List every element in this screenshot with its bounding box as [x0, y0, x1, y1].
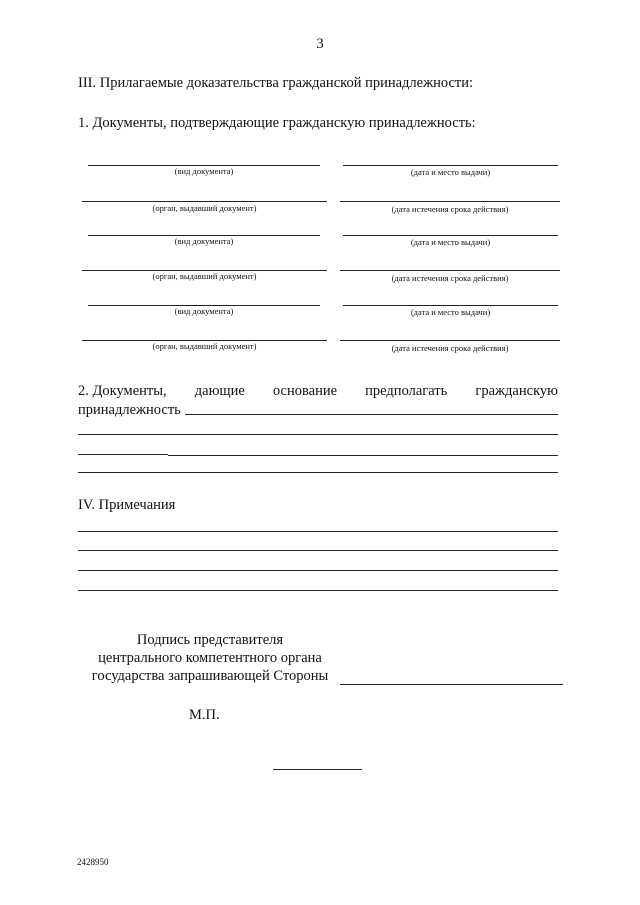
doc-type-caption-2: (вид документа) [174, 236, 234, 246]
section-4-title: IV. Примечания [78, 497, 176, 513]
signature-label [70, 631, 350, 685]
expiry-caption-3: (дата истечения срока действия) [391, 343, 509, 353]
notes-line-1 [78, 531, 558, 532]
issue-line-2 [343, 235, 558, 236]
stamp-placeholder: М.П. [189, 707, 220, 723]
item-2-word-5: гражданскую [475, 383, 558, 399]
signature-label-line-3: государства запрашивающей Стороны [91, 668, 329, 684]
expiry-line-1 [340, 201, 560, 202]
item-1-heading: 1. Документы, подтверждающие гражданскую принадлежность: [78, 115, 476, 131]
item-2-fill-line-4 [78, 472, 558, 473]
item-2-fill-line-3a [78, 454, 168, 455]
signature-label-line-1: Подпись представителя [136, 632, 284, 648]
expiry-caption-2: (дата истечения срока действия) [391, 273, 509, 283]
item-2-continuation: принадлежность [78, 402, 181, 418]
issue-caption-2: (дата и место выдачи) [410, 237, 491, 247]
item-2-word-2: дающие [194, 383, 245, 399]
signature-line [340, 684, 563, 685]
authority-line-1 [82, 201, 327, 202]
expiry-line-2 [340, 270, 560, 271]
authority-caption-1: (орган, выдавший документ) [152, 203, 257, 213]
notes-line-3 [78, 570, 558, 571]
item-2-heading [78, 383, 558, 400]
item-2-fill-line-1 [185, 414, 558, 415]
issue-caption-1: (дата и место выдачи) [410, 167, 491, 177]
signature-label-line-2: центрального компетентного органа [98, 650, 322, 666]
end-separator [273, 769, 362, 770]
expiry-line-3 [340, 340, 560, 341]
doc-type-caption-3: (вид документа) [174, 306, 234, 316]
authority-caption-3: (орган, выдавший документ) [152, 341, 257, 351]
item-2-fill-line-2 [78, 434, 558, 435]
issue-line-1 [343, 165, 558, 166]
issue-caption-3: (дата и место выдачи) [410, 307, 491, 317]
document-number: 2428950 [77, 857, 109, 867]
doc-type-caption-1: (вид документа) [174, 166, 234, 176]
authority-caption-2: (орган, выдавший документ) [152, 271, 257, 281]
item-2-fill-line-3b [168, 455, 558, 456]
notes-line-2 [78, 550, 558, 551]
expiry-caption-1: (дата истечения срока действия) [391, 204, 509, 214]
section-3-title: III. Прилагаемые доказательства гражданской принадлежности: [78, 75, 474, 91]
notes-line-4 [78, 590, 558, 591]
issue-line-3 [343, 305, 558, 306]
item-2-word-1: 2. Документы, [78, 383, 167, 399]
item-2-word-4: предполагать [365, 383, 448, 399]
page-number: 3 [316, 36, 324, 52]
item-2-word-3: основание [272, 383, 338, 399]
